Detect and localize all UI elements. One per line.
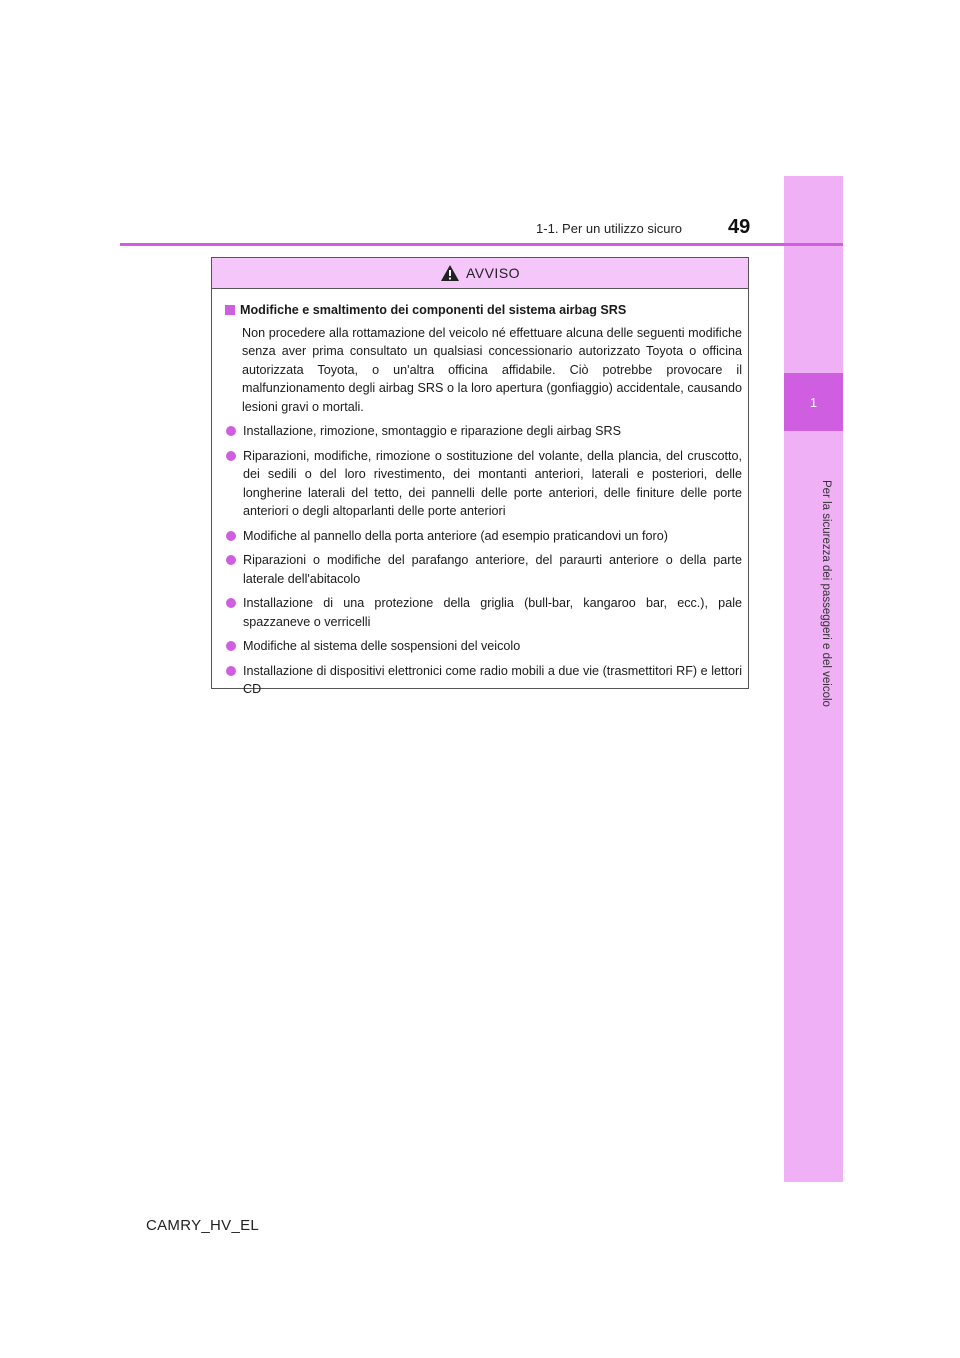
bullet-dot-icon [226, 451, 236, 461]
warning-intro: Non procedere alla rottamazione del veicolo né effettuare alcuna delle seguenti modifiche senza aver prima consultato un qualsiasi concessionario autorizzato Toyota o officina autorizzata Toyota, o un'altra officina affidabile. Ciò potrebbe provocare il malfunzionamento degli airbag SRS o la loro apertura (gonfiaggio) accidentale, causando lesioni gravi o mortali. [242, 325, 742, 414]
bullet-dot-icon [226, 531, 236, 541]
footer-code: CAMRY_HV_EL [146, 1217, 260, 1234]
bullet-dot-icon [226, 641, 236, 651]
warning-heading [225, 301, 742, 320]
warning-heading-text: Modifiche e smaltimento dei componenti del sistema airbag SRS [240, 303, 627, 317]
list-item: Installazione di una protezione della griglia (bull-bar, kangaroo bar, ecc.), pale spazzaneve o verricelli [225, 594, 742, 631]
header-rule [120, 243, 843, 246]
bullet-dot-icon [226, 598, 236, 608]
bullet-dot-icon [226, 666, 236, 676]
list-item: Riparazioni o modifiche del parafango anteriore, del paraurti anteriore o della parte laterale dell'abitacolo [225, 551, 742, 588]
list-item: Installazione, rimozione, smontaggio e riparazione degli airbag SRS [225, 422, 742, 441]
warning-box [211, 257, 749, 696]
warning-header [212, 258, 748, 289]
warning-triangle-icon [440, 264, 460, 282]
list-item: Modifiche al pannello della porta anteriore (ad esempio praticandovi un foro) [225, 527, 742, 546]
section-title: 1-1. Per un utilizzo sicuro [536, 221, 682, 236]
chapter-title: Per la sicurezza dei passeggeri e del veicolo [820, 480, 832, 707]
chapter-number: 1 [784, 373, 843, 431]
bullet-dot-icon [226, 555, 236, 565]
warning-body [212, 289, 748, 699]
list-item: Installazione di dispositivi elettronici come radio mobili a due vie (trasmettitori RF) e lettori CD [225, 662, 742, 699]
page-number: 49 [728, 216, 751, 238]
square-bullet-icon [225, 305, 235, 315]
warning-title: AVVISO [465, 265, 521, 281]
list-item: Riparazioni, modifiche, rimozione o sostituzione del volante, della plancia, del cruscotto, dei sedili o del loro rivestimento, dei montanti anteriori, laterali e posteriori, delle longherine laterali del tetto, dei pannelli delle porte anteriori, delle finiture delle porte anteriori o degli altoparlanti delle porte anteriori [225, 447, 742, 521]
bullet-dot-icon [226, 426, 236, 436]
list-item: Modifiche al sistema delle sospensioni del veicolo [225, 637, 742, 656]
warning-list [225, 422, 742, 699]
